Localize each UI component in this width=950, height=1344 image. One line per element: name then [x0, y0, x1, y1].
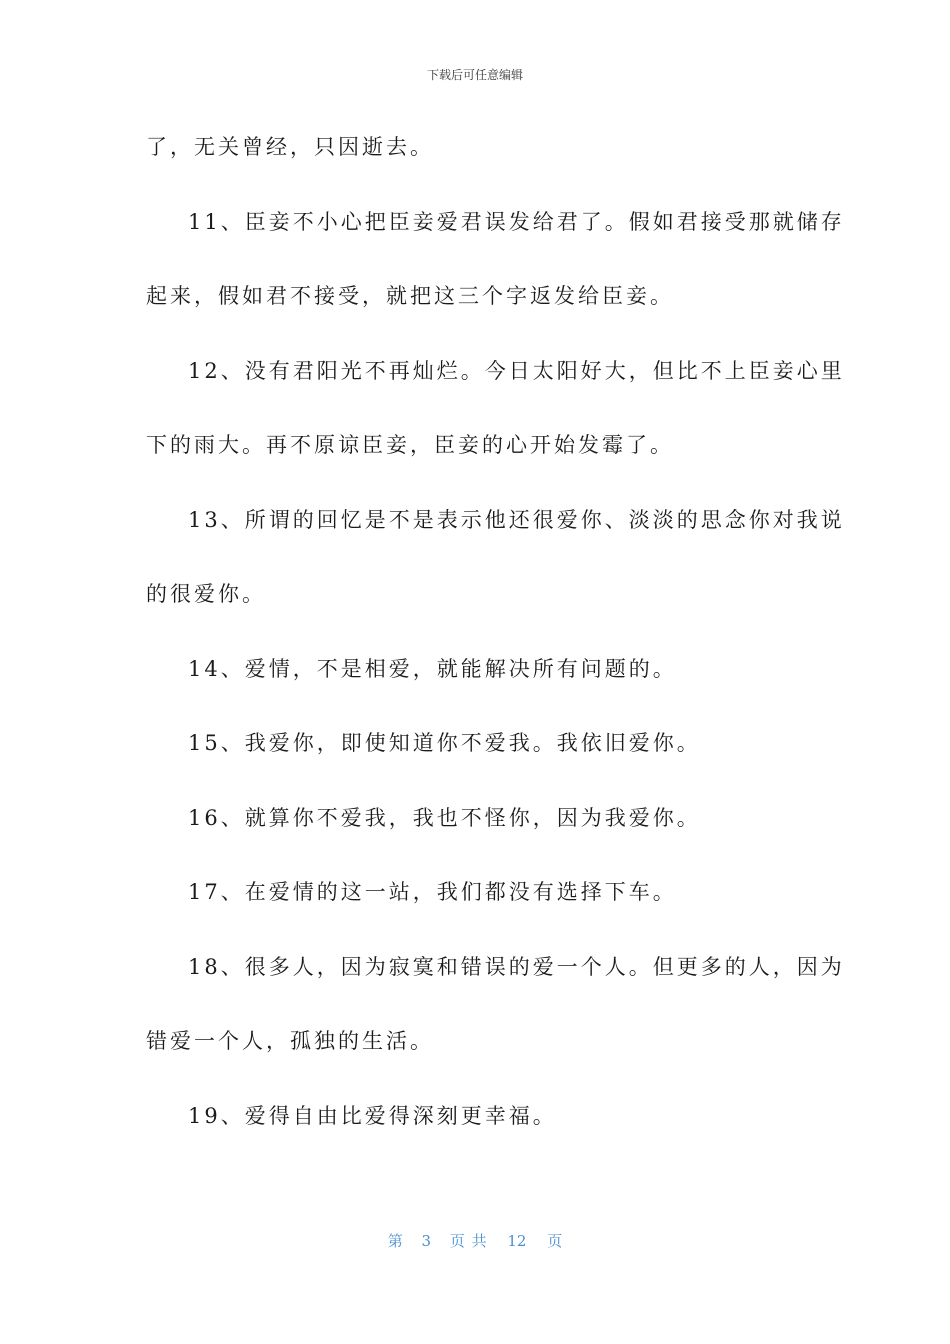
text-line: 17、在爱情的这一站，我们都没有选择下车。: [188, 880, 677, 904]
text-line: 了，无关曾经，只因逝去。: [146, 135, 434, 159]
text-line: 16、就算你不爱我，我也不怪你，因为我爱你。: [188, 805, 701, 830]
text-line: 11、臣妾不小心把臣妾爱君误发给君了。假如君接受那就储存: [188, 209, 845, 234]
page-header: 下载后可任意编辑: [426, 68, 523, 82]
footer-mid: 页 共: [449, 1232, 487, 1250]
text-line: 19、爱得自由比爱得深刻更幸福。: [188, 1103, 557, 1128]
text-line: 的很爱你。: [146, 582, 266, 606]
total-pages-number: 12: [507, 1232, 527, 1250]
text-line: 14、爱情，不是相爱，就能解决所有问题的。: [188, 656, 677, 681]
text-line: 错爱一个人，孤独的生活。: [146, 1029, 434, 1053]
current-page-number: 3: [421, 1232, 432, 1250]
text-line: 12、没有君阳光不再灿烂。今日太阳好大，但比不上臣妾心里: [188, 358, 845, 383]
text-line: 15、我爱你，即使知道你不爱我。我依旧爱你。: [188, 731, 701, 755]
footer-prefix: 第: [387, 1232, 403, 1250]
document-body: [146, 110, 845, 1153]
text-line: 下的雨大。再不原谅臣妾，臣妾的心开始发霉了。: [146, 433, 674, 457]
text-line: 13、所谓的回忆是不是表示他还很爱你、淡淡的思念你对我说: [188, 507, 845, 532]
text-line: 18、很多人，因为寂寞和错误的爱一个人。但更多的人，因为: [188, 954, 845, 979]
footer-suffix: 页: [547, 1232, 563, 1250]
page-footer: [0, 1230, 950, 1251]
text-line: 起来，假如君不接受，就把这三个字返发给臣妾。: [146, 284, 674, 308]
